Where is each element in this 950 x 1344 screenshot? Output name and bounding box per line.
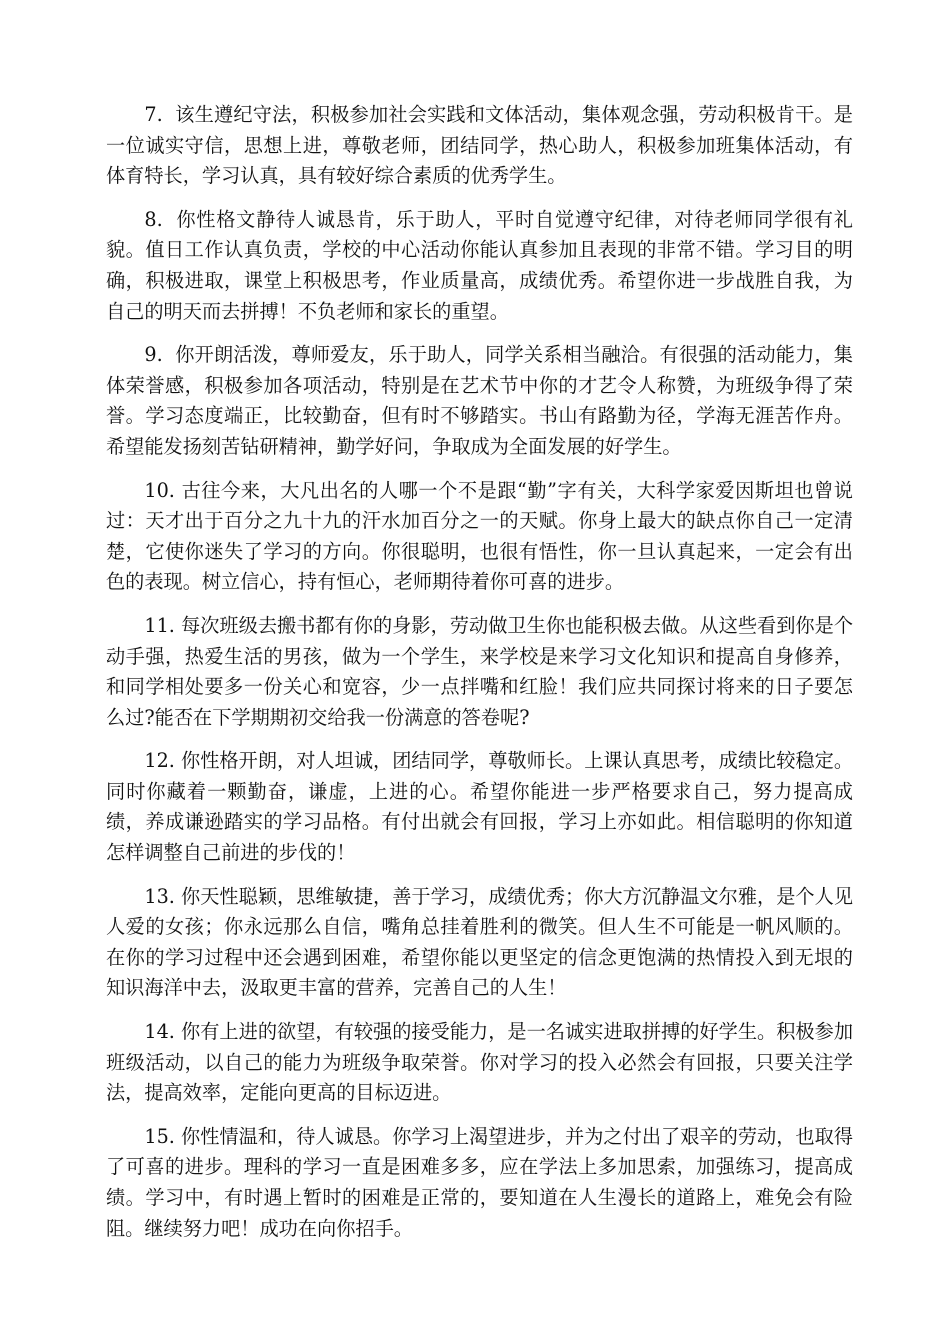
paragraph-13 xyxy=(106,882,853,1004)
paragraph-text: 你性情温和，待人诚恳。你学习上渴望进步，并为之付出了艰辛的劳动，也取得了可喜的进步。理科的学习一直是困难多多，应在学法上多加思索，加强练习，提高成绩。学习中，有时遇上暂时的困难是正常的，要知道在人生漫长的道路上，难免会有险阻。继续努力吧！成功在向你招手。 xyxy=(106,1124,854,1240)
paragraph-12 xyxy=(106,746,853,868)
paragraph-text: 你有上进的欲望，有较强的接受能力，是一名诚实进取拼搏的好学生。积极参加班级活动，以自己的能力为班级争取荣誉。你对学习的投入必然会有回报，只要关注学法，提高效率，定能向更高的目标迈进。 xyxy=(106,1020,854,1105)
paragraph-14 xyxy=(106,1017,853,1109)
paragraph-15 xyxy=(106,1122,853,1244)
paragraph-text: 该生遵纪守法，积极参加社会实践和文体活动，集体观念强，劳动积极肯干。是一位诚实守信，思想上进，尊敬老师，团结同学，热心助人，积极参加班集体活动，有体育特长，学习认真，具有较好综合素质的优秀学生。 xyxy=(106,103,853,188)
paragraph-number: 12. xyxy=(144,749,175,773)
paragraph-8 xyxy=(106,205,853,327)
paragraph-text: 每次班级去搬书都有你的身影，劳动做卫生你也能积极去做。从这些看到你是个动手强，热爱生活的男孩，做为一个学生，来学校是来学习文化知识和提高自身修养，和同学相处要多一份关心和宽容，少一点拌嘴和红脸！我们应共同探讨将来的日子要怎么过?能否在下学期期初交给我一份满意的答卷呢? xyxy=(106,613,854,729)
paragraph-number: 13. xyxy=(144,884,175,908)
paragraph-text: 你开朗活泼，尊师爱友，乐于助人，同学关系相当融洽。有很强的活动能力，集体荣誉感，积极参加各项活动，特别是在艺术节中你的才艺令人称赞，为班级争得了荣誉。学习态度端正，比较勤奋，但有时不够踏实。书山有路勤为径，学海无涯苦作舟。希望能发扬刻苦钻研精神，勤学好问，争取成为全面发展的好学生。 xyxy=(106,343,853,458)
paragraph-number: 15. xyxy=(144,1124,175,1148)
paragraph-number: 7. xyxy=(144,103,163,126)
paragraph-number: 11. xyxy=(144,613,175,637)
paragraph-7 xyxy=(106,100,853,192)
paragraph-number: 8. xyxy=(144,207,163,231)
paragraph-10 xyxy=(106,476,853,598)
paragraph-11 xyxy=(106,611,853,733)
document-body xyxy=(106,100,853,1257)
paragraph-number: 10. xyxy=(144,478,175,502)
paragraph-number: 9. xyxy=(144,343,163,367)
paragraph-text: 你性格开朗，对人坦诚，团结同学，尊敬师长。上课认真思考，成绩比较稳定。同时你藏着一颗勤奋，谦虚，上进的心。希望你能进一步严格要求自己，努力提高成绩，养成谦逊踏实的学习品格。有付出就会有回报，学习上亦如此。相信聪明的你知道怎样调整自己前进的步伐的！ xyxy=(106,749,854,865)
paragraph-text: 古往今来，大凡出名的人哪一个不是跟“勤”字有关，大科学家爱因斯坦也曾说过：天才出于百分之九十九的汗水加百分之一的天赋。你身上最大的缺点你自己一定清楚，它使你迷失了学习的方向。你很聪明，也很有悟性，你一旦认真起来，一定会有出色的表现。树立信心，持有恒心，老师期待着你可喜的进步。 xyxy=(106,478,853,594)
paragraph-9 xyxy=(106,340,853,462)
paragraph-text: 你天性聪颖，思维敏捷，善于学习，成绩优秀；你大方沉静温文尔雅，是个人见人爱的女孩；你永远那么自信，嘴角总挂着胜利的微笑。但人生不可能是一帆风顺的。在你的学习过程中还会遇到困难，希望你能以更坚定的信念更饱满的热情投入到无垠的知识海洋中去，汲取更丰富的营养，完善自己的人生！ xyxy=(106,884,854,1000)
paragraph-text: 你性格文静待人诚恳肯，乐于助人，平时自觉遵守纪律，对待老师同学很有礼貌。值日工作认真负责，学校的中心活动你能认真参加且表现的非常不错。学习目的明确，积极进取，课堂上积极思考，作业质量高，成绩优秀。希望你进一步战胜自我，为自己的明天而去拼搏！不负老师和家长的重望。 xyxy=(106,207,853,323)
paragraph-number: 14. xyxy=(144,1020,175,1044)
